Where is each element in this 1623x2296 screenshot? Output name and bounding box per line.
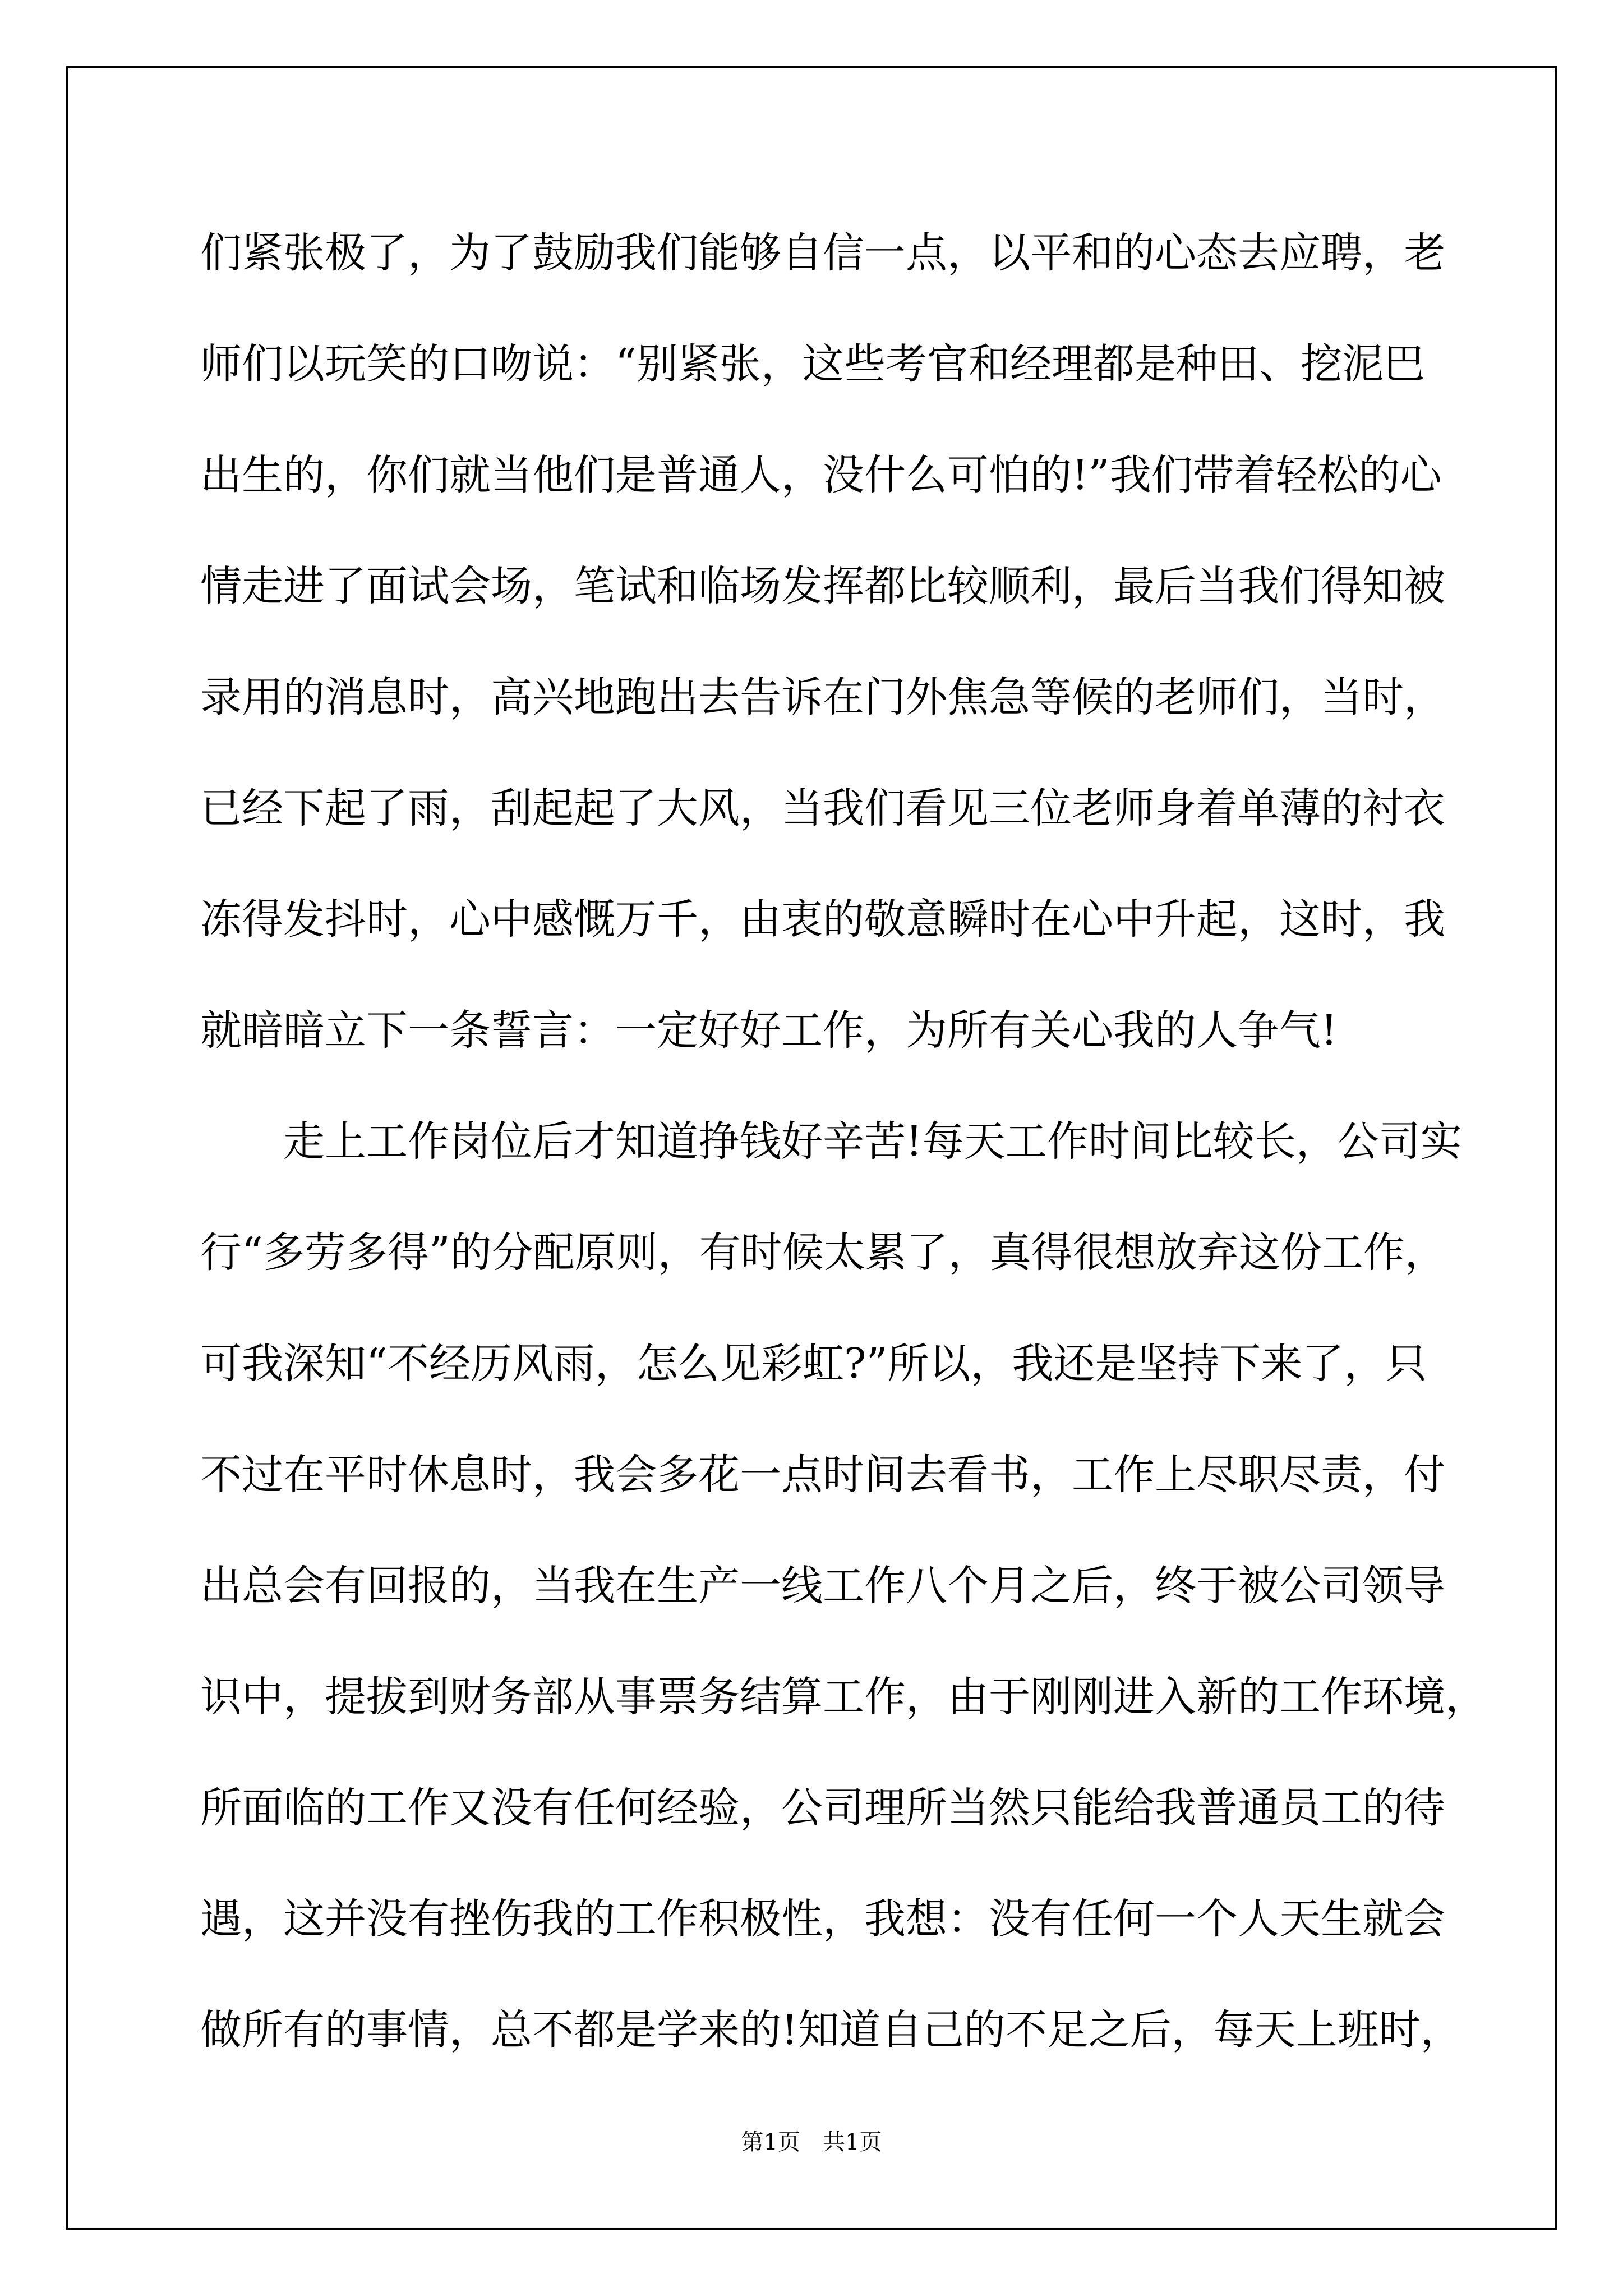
text-line-4: 情走进了面试会场，笔试和临场发挥都比较顺利，最后当我们得知被 [200,562,1445,610]
text-line-10: 行“多劳多得”的分配原则，有时候太累了，真得很想放弃这份工作， [200,1228,1446,1277]
text-line-7: 冻得发抖时，心中感慨万千，由衷的敬意瞬时在心中升起，这时，我 [200,895,1445,944]
text-line-1: 们紧张极了，为了鼓励我们能够自信一点，以平和的心态去应聘，老 [200,229,1445,277]
text-line-6: 已经下起了雨，刮起起了大风，当我们看见三位老师身着单薄的衬衣 [200,784,1445,832]
text-line-14: 识中，提拔到财务部从事票务结算工作，由于刚刚进入新的工作环境， [200,1673,1487,1721]
text-line-12: 不过在平时休息时，我会多花一点时间去看书，工作上尽职尽责，付 [200,1451,1445,1499]
text-line-3: 出生的，你们就当他们是普通人，没什么可怕的!”我们带着轻松的心 [200,451,1442,499]
text-line-2: 师们以玩笑的口吻说：“别紧张，这些考官和经理都是种田、挖泥巴 [200,340,1425,388]
text-line-17: 做所有的事情，总不都是学来的!知道自己的不足之后，每天上班时， [200,2006,1462,2054]
text-line-9: 走上工作岗位后才知道挣钱好辛苦!每天工作时间比较长，公司实 [200,1117,1462,1166]
text-line-15: 所面临的工作又没有任何经验，公司理所当然只能给我普通员工的待 [200,1784,1445,1832]
text-line-11: 可我深知“不经历风雨，怎么见彩虹?”所以，我还是坚持下来了，只 [200,1340,1427,1388]
text-line-5: 录用的消息时，高兴地跑出去告诉在门外焦急等候的老师们，当时， [200,673,1445,721]
text-line-8: 就暗暗立下一条誓言：一定好好工作，为所有关心我的人争气! [200,1006,1338,1055]
text-line-13: 出总会有回报的，当我在生产一线工作八个月之后，终于被公司领导 [200,1562,1445,1610]
text-line-16: 遇，这并没有挫伤我的工作积极性，我想：没有任何一个人天生就会 [200,1895,1445,1943]
page-number-footer: 第1页 共1页 [741,2129,882,2155]
